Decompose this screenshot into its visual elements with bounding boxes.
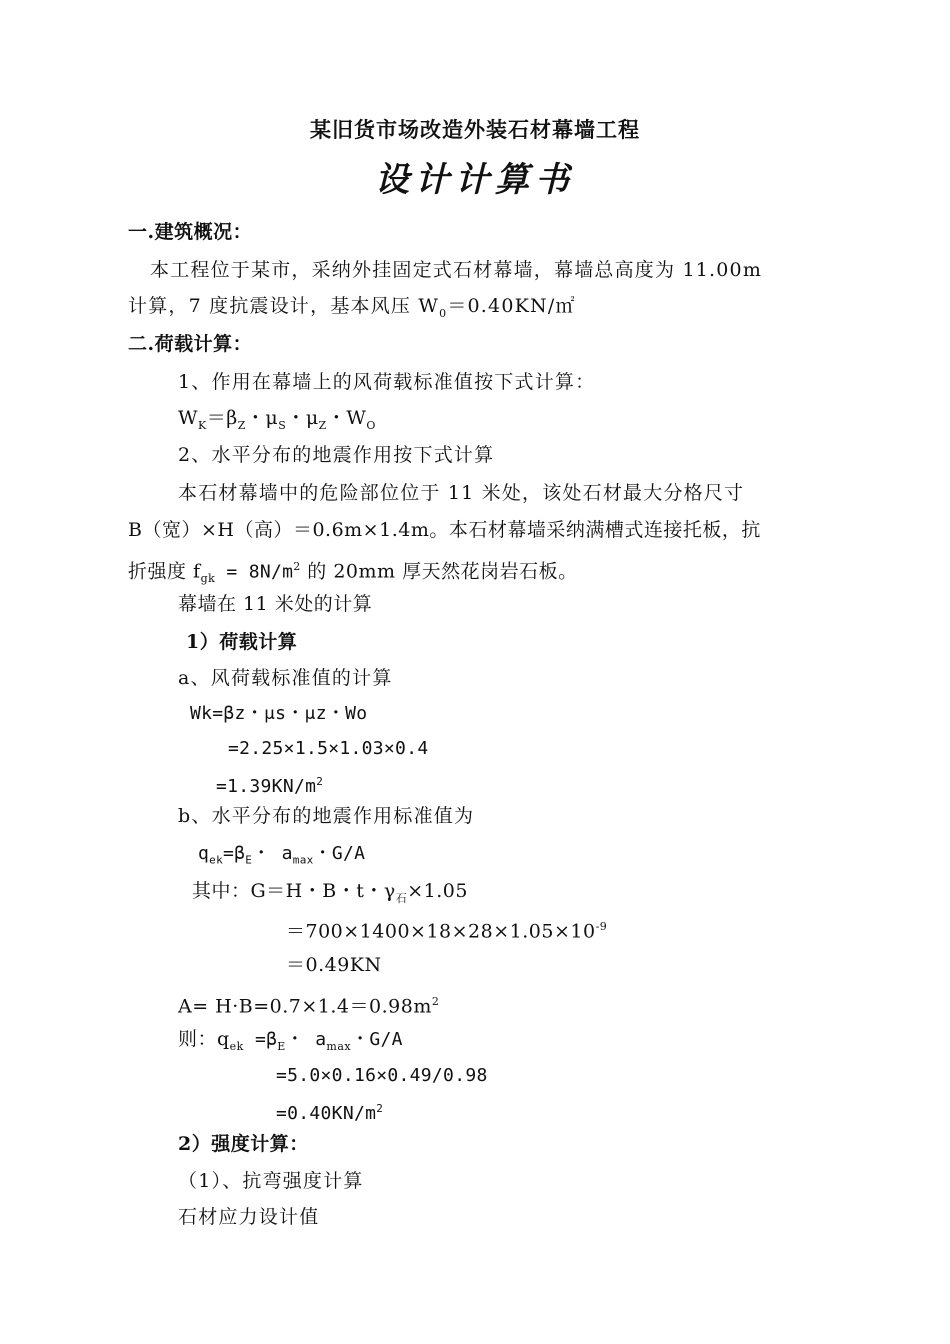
qek-result: $=0.40KN/m^2$ xyxy=(276,1102,384,1124)
sub-a-heading: a、风荷载标准值的计算 xyxy=(178,667,393,689)
subsection-1-heading: 1）荷载计算 xyxy=(186,631,298,653)
item-1: 1、作用在幕墙上的风荷载标准值按下式计算： xyxy=(178,371,596,393)
paragraph-line-2: B（宽）×H（高）＝0.6m×1.4m。本石材幕墙采纳满槽式连接托板，抗 xyxy=(128,519,761,541)
item-2: 2、水平分布的地震作用按下式计算 xyxy=(178,444,495,466)
wk-formula: Wk=βz・μs・μz・Wo xyxy=(190,703,368,724)
g-result: ＝0.49KN xyxy=(286,954,382,976)
formula-wk: $W_K=\beta_Z$・$\mu_S$・$\mu_Z$・$W_O$ xyxy=(178,407,376,432)
section-1-heading: 一.建筑概况： xyxy=(128,221,253,243)
paragraph-line-1: 本石材幕墙中的危险部位位于 11 米处，该处石材最大分格尺寸 xyxy=(178,482,745,504)
qek-then-formula: 则：$q_{ek} =\beta_E$・ $a_{max}$・G/A xyxy=(178,1028,403,1053)
document-title: 设计计算书 xyxy=(375,160,575,200)
sub-b-heading: b、水平分布的地震作用标准值为 xyxy=(178,805,475,827)
subsection-2-heading: 2）强度计算： xyxy=(178,1133,309,1155)
calc-location: 幕墙在 11 米处的计算 xyxy=(178,593,373,615)
bending-strength-heading: （1）、抗弯强度计算 xyxy=(178,1170,364,1192)
qek-formula: $q_{ek}=\beta_E$・ $a_{max}$・G/A xyxy=(198,843,366,867)
wk-result: $=1.39KN/m^2$ xyxy=(216,775,324,797)
qek-calc-line-2: =5.0×0.16×0.49/0.98 xyxy=(276,1065,488,1086)
overview-line-1: 本工程位于某市，采纳外挂固定式石材幕墙，幕墙总高度为 11.00m xyxy=(150,259,763,281)
stone-stress-label: 石材应力设计值 xyxy=(178,1206,320,1228)
overview-line-2: 计算，7 度抗震设计，基本风压 $W_0=0.40KN/㎡$ xyxy=(128,295,576,320)
g-formula: 其中：G＝H・B・t・$\gamma_石\times 1.05$ xyxy=(192,880,468,905)
project-title: 某旧货市场改造外装石材幕墙工程 xyxy=(310,117,640,142)
wk-calc-line-2: =2.25×1.5×1.03×0.4 xyxy=(228,738,429,759)
g-calc-line-2: $=700\times 1400\times 18\times 28\times 1.05\times 10^{-9}$ xyxy=(286,920,608,943)
section-2-heading: 二.荷载计算： xyxy=(128,333,253,355)
area-formula: $A= H\cdot B=0.7\times 1.4=0.98m^2$ xyxy=(178,995,440,1018)
paragraph-line-3: 折强度 $f_{gk} = 8N/m^2$ 的 20mm 厚天然花岗岩石板。 xyxy=(128,560,578,586)
